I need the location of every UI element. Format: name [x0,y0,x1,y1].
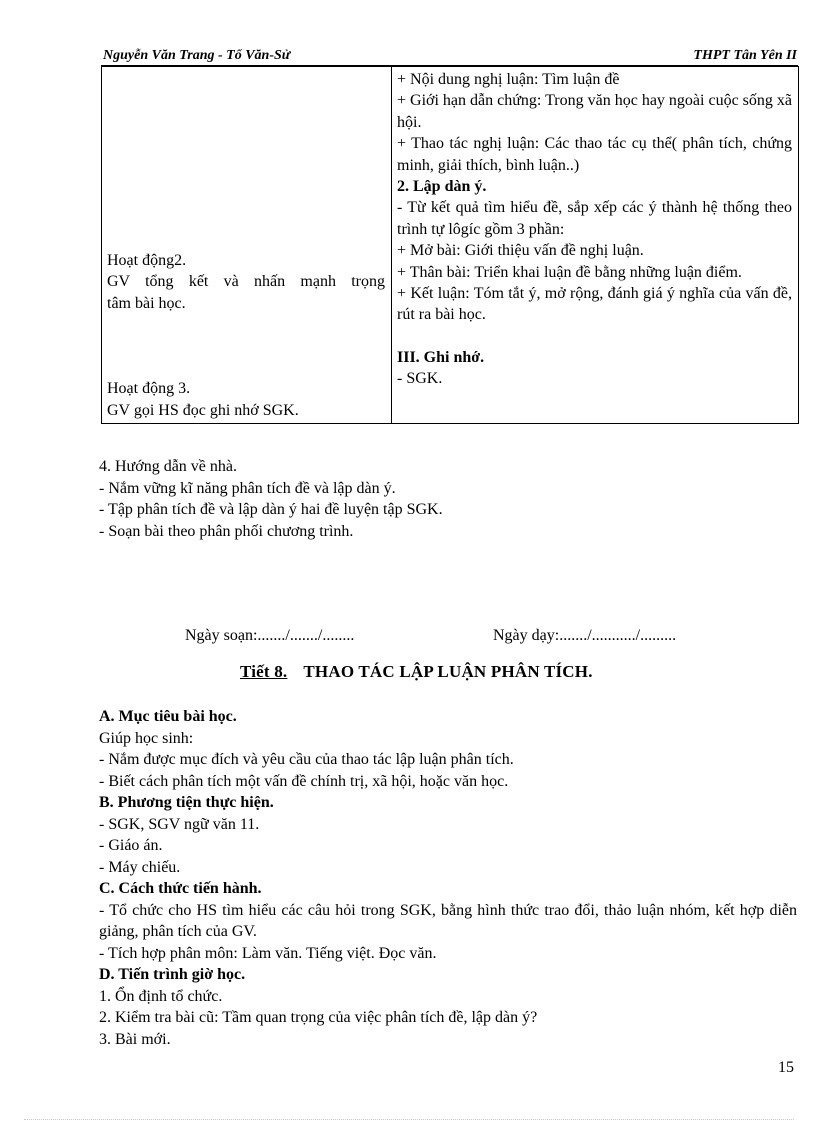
list-item: 2. Kiểm tra bài cũ: Tầm quan trọng của việc phân tích đề, lập dàn ý? [99,1009,538,1026]
lesson-dates [185,627,725,645]
spacer [107,314,385,378]
content-sgk: - SGK. [397,370,443,388]
list-item: - Máy chiếu. [99,858,181,876]
list-item: - Soạn bài theo phân phối chương trình. [99,522,354,540]
lesson-name: THAO TÁC LẬP LUẬN PHÂN TÍCH. [303,662,593,681]
activity-2-line1: GV tổng kết và nhấn mạnh trọng [107,273,385,291]
lesson-number: Tiết 8. [240,662,288,681]
activity-2-title: Hoạt động2. [107,252,187,269]
spacer [397,326,792,347]
section-a-intro: Giúp học sinh: [99,729,194,747]
section-c-title: C. Cách thức tiến hành. [99,880,262,897]
section-d-title: D. Tiến trình giờ học. [99,966,246,983]
content-than-bai: + Thân bài: Triển khai luận đề bằng những luận điểm. [397,263,742,281]
page-number: 15 [778,1059,794,1076]
content-ket-luan: + Kết luận: Tóm tắt ý, mở rộng, đánh giá ý nghĩa của vấn đề, rút ra bài học. [397,285,792,324]
homework-title: 4. Hướng dẫn về nhà. [99,458,237,475]
activity-3-title: Hoạt động 3. [107,380,191,398]
section-ghi-nho: III. Ghi nhớ. [397,348,485,366]
list-item: 1. Ổn định tổ chức. [99,987,223,1005]
lesson-activity-table [101,66,799,424]
list-item: - Tập phân tích đề và lập dàn ý hai đề luyện tập SGK. [99,501,443,518]
content-thao-tac: + Thao tác nghị luận: Các thao tác cụ thể( phân tích, chứng minh, giải thích, bình luận..) [397,135,792,174]
header-school: THPT Tân Yên II [693,48,797,63]
content-mo-bai: + Mở bài: Giới thiệu vấn đề nghị luận. [397,242,644,260]
table-row [102,67,799,424]
list-item: - Tổ chức cho HS tìm hiểu các câu hỏi trong SGK, bằng hình thức trao đổi, thảo luận nhóm, kết hợp diễn giảng, phân tích của GV. [99,901,797,940]
list-item: - SGK, SGV ngữ văn 11. [99,815,260,833]
list-item: - Tích hợp phân môn: Làm văn. Tiếng việt. Đọc văn. [99,944,437,962]
section-b-title: B. Phương tiện thực hiện. [99,794,274,811]
content-tu-ket-qua: - Từ kết quả tìm hiểu đề, sắp xếp các ý thành hệ thống theo trình tự lôgíc gồm 3 phần: [397,199,792,238]
page-header [103,48,797,64]
content-noi-dung: + Nội dung nghị luận: Tìm luận đề [397,71,620,88]
teacher-activity-cell [102,67,392,424]
list-item: 3. Bài mới. [99,1030,171,1048]
content-cell [392,67,799,424]
section-a-title: A. Mục tiêu bài học. [99,708,237,725]
list-item: - Nắm được mục đích và yêu cầu của thao tác lập luận phân tích. [99,751,514,768]
footer-divider [24,1119,794,1120]
spacer [107,69,385,250]
list-item: - Giáo án. [99,837,163,854]
lesson-plan-body [99,706,797,1050]
content-gioi-han: + Giới hạn dẫn chứng: Trong văn học hay ngoài cuộc sống xã hội. [397,92,792,131]
list-item: - Nắm vững kĩ năng phân tích đề và lập dàn ý. [99,479,396,497]
activity-2-line2: tâm bài học. [107,294,186,312]
list-item: - Biết cách phân tích một vấn đề chính trị, xã hội, hoặc văn học. [99,772,509,790]
teaching-date: Ngày dạy:......./.........../......... [493,627,677,644]
header-authors: Nguyễn Văn Trang - Tổ Văn-Sử [103,48,291,63]
section-lap-dan-y: 2. Lập dàn ý. [397,178,487,196]
preparation-date: Ngày soạn:......./......./........ [185,627,355,644]
homework-section [99,456,797,542]
activity-3-body: GV gọi HS đọc ghi nhớ SGK. [107,401,299,419]
lesson-title [240,662,593,682]
